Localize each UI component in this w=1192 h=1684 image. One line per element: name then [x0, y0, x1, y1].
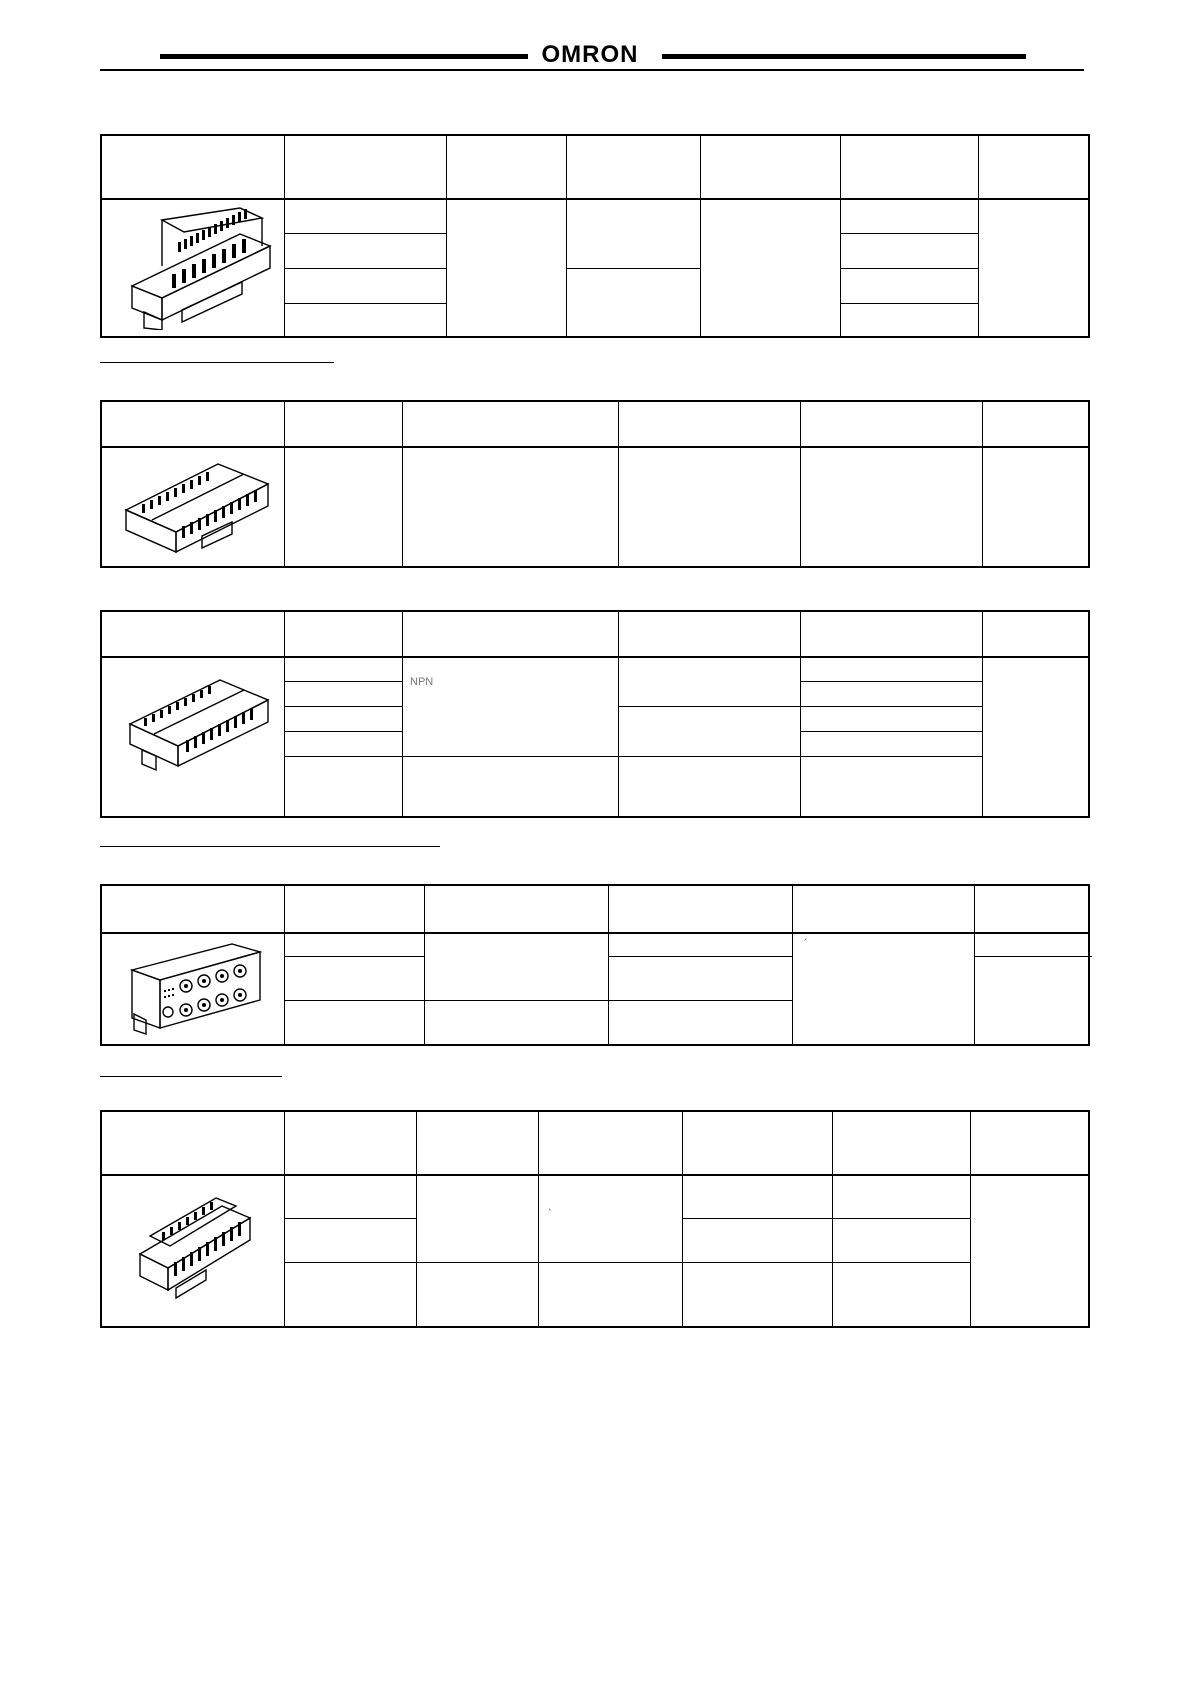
product-table-1 — [100, 134, 1090, 338]
connector-io-module-icon — [126, 940, 266, 1038]
omron-logo: OMRON — [541, 41, 639, 68]
product-table-5 — [100, 1110, 1090, 1328]
terminal-block-unit-icon — [126, 674, 272, 778]
header-bar-right — [662, 54, 1026, 59]
product-table-3 — [100, 610, 1090, 818]
faint-mark: ´ — [804, 938, 808, 950]
section-rule-3 — [100, 1076, 282, 1077]
section-rule-1 — [100, 362, 334, 363]
section-rule-2 — [100, 846, 440, 847]
terminal-block-unit-icon — [136, 1192, 254, 1302]
product-table-4 — [100, 884, 1090, 1046]
header-bar-left — [160, 54, 528, 59]
terminal-block-unit-icon — [122, 456, 272, 560]
product-table-2 — [100, 400, 1090, 568]
terminal-block-unit-icon — [122, 206, 272, 330]
faint-mark: ` — [548, 1208, 552, 1220]
faint-text-fragment: NPN — [410, 676, 434, 688]
header-rule — [100, 69, 1084, 71]
